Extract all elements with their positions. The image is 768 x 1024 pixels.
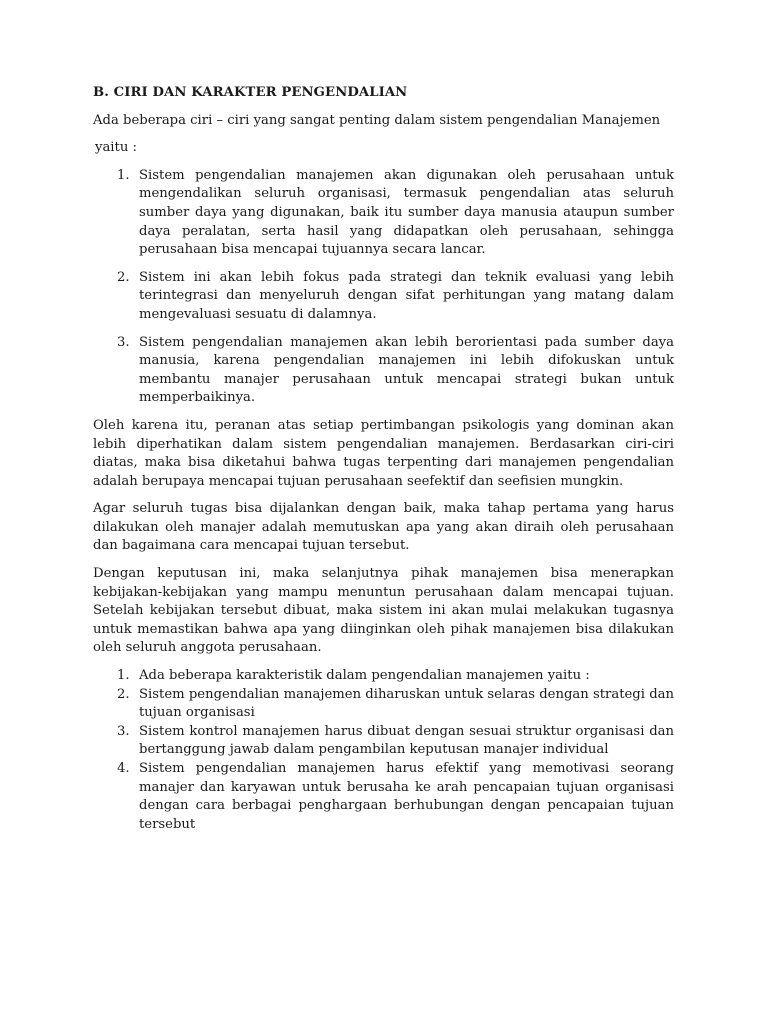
list-item (93, 760, 674, 834)
list-item (93, 334, 674, 408)
document-page (93, 84, 674, 834)
list-item (93, 723, 674, 760)
list-item-number: 2. (117, 686, 130, 702)
section-heading: B. CIRI DAN KARAKTER PENGENDALIAN (93, 85, 408, 100)
list-item-text: Sistem pengendalian manajemen akan digunakan oleh perusahaan untuk mengendalikan seluruh organisasi, termasuk pengendalian atas seluruh sumber daya yang digunakan, baik itu sumber daya manusia ataupun sumber daya peralatan, serta hasil yang didapatkan oleh perusahaan, sehingga perusahaan bisa mencapai tujuannya secara lancar. (139, 167, 674, 258)
list-item-text: Ada beberapa karakteristik dalam pengendalian manajemen yaitu : (139, 668, 590, 684)
body-paragraph: Oleh karena itu, peranan atas setiap pertimbangan psikologis yang dominan akan lebih diperhatikan dalam sistem pengendalian manajemen. Berdasarkan ciri-ciri diatas, maka bisa diketahui bahwa tugas terpenting dari manajemen pengendalian adalah berupaya mencapai tujuan perusahaan seefektif dan seefisien mungkin. (93, 417, 674, 489)
characteristics-list (93, 167, 674, 408)
intro-line: Ada beberapa ciri – ciri yang sangat penting dalam sistem pengendalian Manajemen (93, 112, 661, 128)
list-item-number: 3. (117, 334, 130, 350)
list-item-number: 1. (117, 167, 130, 183)
list-item-text: Sistem pengendalian manajemen akan lebih berorientasi pada sumber daya manusia, karena pengendalian manajemen ini lebih difokuskan untuk membantu manajer perusahaan untuk mencapai strategi bukan untuk memperbaikinya. (139, 334, 674, 406)
list-item-number: 4. (117, 761, 130, 776)
karakteristik-list (93, 667, 674, 834)
list-item (93, 686, 674, 723)
list-item (93, 667, 674, 686)
list-item-number: 1. (117, 668, 130, 684)
list-item-text: Sistem pengendalian manajemen diharuskan untuk selaras dengan strategi dan tujuan organisasi (139, 686, 674, 721)
list-item-text: Sistem pengendalian manajemen harus efektif yang memotivasi seorang manajer dan karyawan untuk berusaha ke arah pencapaian tujuan organisasi dengan cara berbagai penghargaan berhubungan dengan pencapaian tujuan tersebut (139, 761, 674, 832)
list-item-number: 2. (117, 269, 130, 285)
intro-line-continuation: yaitu : (95, 140, 137, 156)
list-item-text: Sistem kontrol manajemen harus dibuat dengan sesuai struktur organisasi dan bertanggung jawab dalam pengambilan keputusan manajer individual (139, 723, 674, 758)
list-item (93, 269, 674, 325)
list-item-number: 3. (117, 723, 130, 739)
body-paragraph: Dengan keputusan ini, maka selanjutnya pihak manajemen bisa menerapkan kebijakan-kebijakan yang mampu menuntun perusahaan dalam mencapai tujuan. Setelah kebijakan tersebut dibuat, maka sistem ini akan mulai melakukan tugasnya untuk memastikan bahwa apa yang diinginkan oleh pihak manajemen bisa dilakukan oleh seluruh anggota perusahaan. (93, 566, 674, 656)
list-item (93, 167, 674, 260)
body-paragraph: Agar seluruh tugas bisa dijalankan dengan baik, maka tahap pertama yang harus dilakukan oleh manajer adalah memutuskan apa yang akan diraih oleh perusahaan dan bagaimana cara mencapai tujuan tersebut. (93, 501, 674, 554)
list-item-text: Sistem ini akan lebih fokus pada strategi dan teknik evaluasi yang lebih terintegrasi dan menyeluruh dengan sifat perhitungan yang matang dalam mengevaluasi sesuatu di dalamnya. (139, 269, 674, 322)
